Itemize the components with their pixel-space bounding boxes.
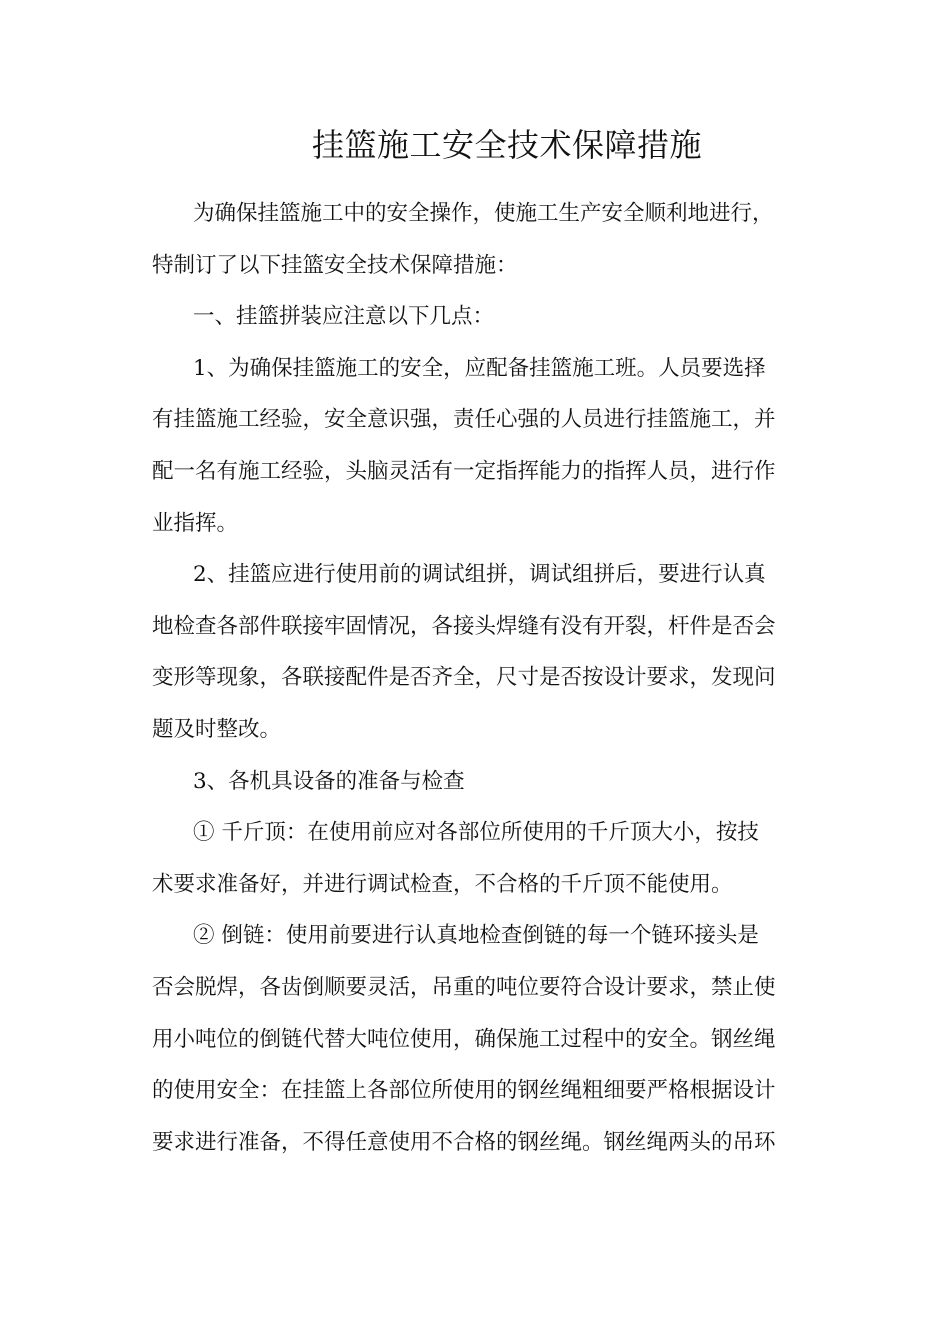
text-line: 用小吨位的倒链代替大吨位使用，确保施工过程中的安全。钢丝绳: [152, 1026, 776, 1052]
text-line: 地检查各部件联接牢固情况，各接头焊缝有没有开裂，杆件是否会: [152, 613, 776, 639]
text-line: 题及时整改。: [152, 716, 282, 742]
document-title: 挂篮施工安全技术保障措施: [311, 126, 702, 164]
text-line: 变形等现象，各联接配件是否齐全，尺寸是否按设计要求，发现问: [152, 665, 776, 691]
text-line: 为确保挂篮施工中的安全操作，使施工生产安全顺利地进行，: [193, 201, 774, 226]
text-line: ① 千斤顶：在使用前应对各部位所使用的千斤顶大小，按技: [193, 820, 759, 846]
section-heading: 一、挂篮拼装应注意以下几点：: [193, 304, 495, 330]
text-line: 特制订了以下挂篮安全技术保障措施：: [152, 252, 518, 278]
text-line: 业指挥。: [152, 510, 239, 536]
text-line: 术要求准备好，并进行调试检查，不合格的千斤顶不能使用。: [152, 871, 733, 897]
document-body: [152, 188, 812, 1168]
text-line: 1、为确保挂篮施工的安全，应配备挂篮施工班。人员要选择: [193, 355, 766, 381]
subsection-heading: 3、各机具设备的准备与检查: [193, 768, 465, 794]
text-line: 有挂篮施工经验，安全意识强，责任心强的人员进行挂篮施工，并: [152, 407, 776, 433]
text-line: 的使用安全：在挂篮上各部位所使用的钢丝绳粗细要严格根据设计: [152, 1078, 776, 1104]
text-line: 否会脱焊，各齿倒顺要灵活，吊重的吨位要符合设计要求，禁止使: [152, 974, 776, 1000]
text-line: 要求进行准备，不得任意使用不合格的钢丝绳。钢丝绳两头的吊环: [152, 1129, 776, 1155]
text-line: 配一名有施工经验，头脑灵活有一定指挥能力的指挥人员，进行作: [152, 458, 776, 484]
text-line: ② 倒链：使用前要进行认真地检查倒链的每一个链环接头是: [193, 923, 759, 949]
text-line: 2、挂篮应进行使用前的调试组拼，调试组拼后，要进行认真: [193, 562, 766, 588]
